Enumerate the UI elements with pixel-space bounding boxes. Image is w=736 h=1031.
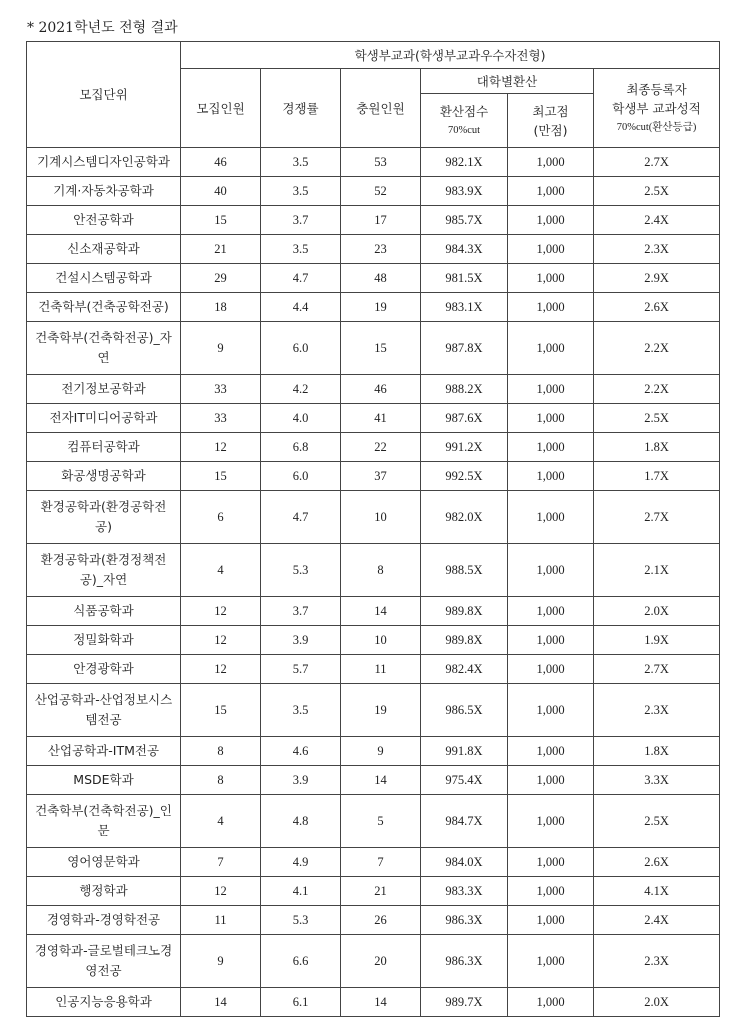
max-cell: 1,000 (508, 906, 594, 935)
score-cell: 987.6X (421, 404, 508, 433)
score-cell: 981.5X (421, 264, 508, 293)
grade-cell: 2.7X (594, 491, 720, 544)
header-max-sub: (만점) (533, 122, 568, 138)
dept-cell: 인공지능응용학과 (27, 988, 181, 1017)
score-cell: 984.7X (421, 795, 508, 848)
grade-cell: 2.7X (594, 148, 720, 177)
grade-cell: 2.5X (594, 404, 720, 433)
ratio-cell: 4.4 (261, 293, 341, 322)
score-cell: 983.9X (421, 177, 508, 206)
table-row (27, 206, 720, 235)
filled-cell: 26 (341, 906, 421, 935)
dept-cell: 건축학부(건축학전공)_인문 (27, 795, 181, 848)
grade-cell: 1.8X (594, 433, 720, 462)
max-cell: 1,000 (508, 597, 594, 626)
grade-cell: 2.0X (594, 988, 720, 1017)
header-ratio: 경쟁률 (261, 69, 341, 148)
ratio-cell: 3.5 (261, 148, 341, 177)
header-final-line2: 학생부 교과성적 (612, 100, 701, 116)
ratio-cell: 3.9 (261, 626, 341, 655)
header-final (594, 69, 720, 148)
max-cell: 1,000 (508, 264, 594, 293)
table-row (27, 988, 720, 1017)
filled-cell: 10 (341, 626, 421, 655)
max-cell: 1,000 (508, 235, 594, 264)
ratio-cell: 3.7 (261, 206, 341, 235)
header-final-sub: 70%cut(환산등급) (616, 121, 697, 133)
max-cell: 1,000 (508, 433, 594, 462)
score-cell: 986.3X (421, 906, 508, 935)
filled-cell: 21 (341, 877, 421, 906)
dept-cell: 전자IT미디어공학과 (27, 404, 181, 433)
score-cell: 985.7X (421, 206, 508, 235)
filled-cell: 17 (341, 206, 421, 235)
filled-cell: 8 (341, 544, 421, 597)
grade-cell: 2.1X (594, 544, 720, 597)
max-cell: 1,000 (508, 684, 594, 737)
dept-cell: 건축학부(건축공학전공) (27, 293, 181, 322)
grade-cell: 2.5X (594, 795, 720, 848)
table-row (27, 766, 720, 795)
ratio-cell: 4.0 (261, 404, 341, 433)
max-cell: 1,000 (508, 848, 594, 877)
table-row (27, 264, 720, 293)
grade-cell: 2.0X (594, 597, 720, 626)
max-cell: 1,000 (508, 491, 594, 544)
dept-cell: 경영학과-글로벌테크노경영전공 (27, 935, 181, 988)
table-row (27, 877, 720, 906)
admission-results-table (26, 41, 720, 1017)
filled-cell: 37 (341, 462, 421, 491)
dept-cell: 기계시스템디자인공학과 (27, 148, 181, 177)
header-score-sub: 70%cut (447, 124, 481, 136)
ratio-cell: 4.1 (261, 877, 341, 906)
header-group: 학생부교과(학생부교과우수자전형) (181, 42, 720, 69)
ratio-cell: 4.7 (261, 264, 341, 293)
ratio-cell: 4.2 (261, 375, 341, 404)
filled-cell: 19 (341, 684, 421, 737)
max-cell: 1,000 (508, 544, 594, 597)
ratio-cell: 6.0 (261, 322, 341, 375)
recruit-cell: 9 (181, 322, 261, 375)
table-row (27, 737, 720, 766)
table-row (27, 848, 720, 877)
grade-cell: 2.2X (594, 322, 720, 375)
table-row (27, 177, 720, 206)
recruit-cell: 29 (181, 264, 261, 293)
recruit-cell: 7 (181, 848, 261, 877)
dept-cell: 안경광학과 (27, 655, 181, 684)
max-cell: 1,000 (508, 877, 594, 906)
score-cell: 986.5X (421, 684, 508, 737)
grade-cell: 2.2X (594, 375, 720, 404)
dept-cell: 산업공학과-ITM전공 (27, 737, 181, 766)
max-cell: 1,000 (508, 988, 594, 1017)
dept-cell: 경영학과-경영학전공 (27, 906, 181, 935)
score-cell: 982.4X (421, 655, 508, 684)
ratio-cell: 3.9 (261, 766, 341, 795)
dept-cell: 안전공학과 (27, 206, 181, 235)
ratio-cell: 3.5 (261, 177, 341, 206)
recruit-cell: 18 (181, 293, 261, 322)
score-cell: 989.8X (421, 597, 508, 626)
max-cell: 1,000 (508, 462, 594, 491)
recruit-cell: 40 (181, 177, 261, 206)
max-cell: 1,000 (508, 177, 594, 206)
filled-cell: 5 (341, 795, 421, 848)
ratio-cell: 4.9 (261, 848, 341, 877)
filled-cell: 7 (341, 848, 421, 877)
grade-cell: 2.6X (594, 293, 720, 322)
recruit-cell: 15 (181, 462, 261, 491)
dept-cell: 기계·자동차공학과 (27, 177, 181, 206)
filled-cell: 14 (341, 597, 421, 626)
table-row (27, 293, 720, 322)
dept-cell: 화공생명공학과 (27, 462, 181, 491)
filled-cell: 22 (341, 433, 421, 462)
grade-cell: 1.7X (594, 462, 720, 491)
score-cell: 989.8X (421, 626, 508, 655)
grade-cell: 2.7X (594, 655, 720, 684)
dept-cell: 건설시스템공학과 (27, 264, 181, 293)
max-cell: 1,000 (508, 766, 594, 795)
table-row (27, 404, 720, 433)
table-row (27, 375, 720, 404)
grade-cell: 2.3X (594, 935, 720, 988)
ratio-cell: 5.3 (261, 906, 341, 935)
dept-cell: 식품공학과 (27, 597, 181, 626)
grade-cell: 2.6X (594, 848, 720, 877)
score-cell: 992.5X (421, 462, 508, 491)
recruit-cell: 12 (181, 626, 261, 655)
header-final-line1: 최종등록자 (626, 81, 687, 97)
ratio-cell: 3.5 (261, 235, 341, 264)
header-recruit: 모집인원 (181, 69, 261, 148)
table-row (27, 795, 720, 848)
score-cell: 982.0X (421, 491, 508, 544)
score-cell: 989.7X (421, 988, 508, 1017)
max-cell: 1,000 (508, 655, 594, 684)
score-cell: 975.4X (421, 766, 508, 795)
score-cell: 984.0X (421, 848, 508, 877)
dept-cell: 환경공학과(환경정책전공)_자연 (27, 544, 181, 597)
filled-cell: 15 (341, 322, 421, 375)
score-cell: 982.1X (421, 148, 508, 177)
table-row (27, 148, 720, 177)
dept-cell: 전기정보공학과 (27, 375, 181, 404)
recruit-cell: 15 (181, 684, 261, 737)
filled-cell: 14 (341, 988, 421, 1017)
max-cell: 1,000 (508, 148, 594, 177)
header-unit: 모집단위 (27, 42, 181, 148)
header-max-label: 최고점 (532, 103, 569, 119)
table-body (27, 148, 720, 1017)
filled-cell: 9 (341, 737, 421, 766)
score-cell: 987.8X (421, 322, 508, 375)
grade-cell: 4.1X (594, 877, 720, 906)
recruit-cell: 46 (181, 148, 261, 177)
recruit-cell: 11 (181, 906, 261, 935)
table-row (27, 491, 720, 544)
filled-cell: 23 (341, 235, 421, 264)
table-caption: * 2021학년도 전형 결과 (27, 20, 178, 36)
grade-cell: 2.3X (594, 684, 720, 737)
ratio-cell: 6.6 (261, 935, 341, 988)
filled-cell: 52 (341, 177, 421, 206)
ratio-cell: 4.7 (261, 491, 341, 544)
ratio-cell: 5.7 (261, 655, 341, 684)
table-row (27, 235, 720, 264)
dept-cell: 컴퓨터공학과 (27, 433, 181, 462)
ratio-cell: 3.5 (261, 684, 341, 737)
filled-cell: 10 (341, 491, 421, 544)
grade-cell: 2.4X (594, 906, 720, 935)
ratio-cell: 4.8 (261, 795, 341, 848)
table-row (27, 626, 720, 655)
score-cell: 984.3X (421, 235, 508, 264)
filled-cell: 20 (341, 935, 421, 988)
header-conversion: 대학별환산 (421, 69, 594, 94)
filled-cell: 41 (341, 404, 421, 433)
recruit-cell: 12 (181, 877, 261, 906)
table-row (27, 462, 720, 491)
filled-cell: 46 (341, 375, 421, 404)
ratio-cell: 6.1 (261, 988, 341, 1017)
score-cell: 988.2X (421, 375, 508, 404)
recruit-cell: 33 (181, 404, 261, 433)
score-cell: 991.2X (421, 433, 508, 462)
recruit-cell: 9 (181, 935, 261, 988)
table-row (27, 906, 720, 935)
recruit-cell: 8 (181, 737, 261, 766)
table-row (27, 684, 720, 737)
filled-cell: 53 (341, 148, 421, 177)
filled-cell: 48 (341, 264, 421, 293)
table-row (27, 433, 720, 462)
recruit-cell: 6 (181, 491, 261, 544)
table-row (27, 322, 720, 375)
ratio-cell: 5.3 (261, 544, 341, 597)
score-cell: 983.1X (421, 293, 508, 322)
grade-cell: 1.9X (594, 626, 720, 655)
max-cell: 1,000 (508, 206, 594, 235)
dept-cell: 정밀화학과 (27, 626, 181, 655)
recruit-cell: 33 (181, 375, 261, 404)
max-cell: 1,000 (508, 375, 594, 404)
filled-cell: 14 (341, 766, 421, 795)
table-row (27, 935, 720, 988)
recruit-cell: 4 (181, 544, 261, 597)
recruit-cell: 4 (181, 795, 261, 848)
dept-cell: 신소재공학과 (27, 235, 181, 264)
max-cell: 1,000 (508, 293, 594, 322)
dept-cell: 영어영문학과 (27, 848, 181, 877)
grade-cell: 2.4X (594, 206, 720, 235)
recruit-cell: 12 (181, 655, 261, 684)
ratio-cell: 4.6 (261, 737, 341, 766)
recruit-cell: 14 (181, 988, 261, 1017)
header-score (421, 94, 508, 148)
dept-cell: 건축학부(건축학전공)_자연 (27, 322, 181, 375)
header-max (508, 94, 594, 148)
score-cell: 988.5X (421, 544, 508, 597)
recruit-cell: 8 (181, 766, 261, 795)
dept-cell: MSDE학과 (27, 766, 181, 795)
recruit-cell: 15 (181, 206, 261, 235)
score-cell: 983.3X (421, 877, 508, 906)
max-cell: 1,000 (508, 404, 594, 433)
filled-cell: 19 (341, 293, 421, 322)
dept-cell: 산업공학과-산업정보시스템전공 (27, 684, 181, 737)
max-cell: 1,000 (508, 626, 594, 655)
max-cell: 1,000 (508, 737, 594, 766)
max-cell: 1,000 (508, 795, 594, 848)
score-cell: 986.3X (421, 935, 508, 988)
grade-cell: 3.3X (594, 766, 720, 795)
grade-cell: 2.3X (594, 235, 720, 264)
table-row (27, 655, 720, 684)
ratio-cell: 3.7 (261, 597, 341, 626)
grade-cell: 2.5X (594, 177, 720, 206)
recruit-cell: 21 (181, 235, 261, 264)
max-cell: 1,000 (508, 935, 594, 988)
grade-cell: 2.9X (594, 264, 720, 293)
ratio-cell: 6.0 (261, 462, 341, 491)
dept-cell: 행정학과 (27, 877, 181, 906)
header-score-label: 환산점수 (439, 103, 489, 119)
ratio-cell: 6.8 (261, 433, 341, 462)
grade-cell: 1.8X (594, 737, 720, 766)
table-row (27, 597, 720, 626)
recruit-cell: 12 (181, 433, 261, 462)
score-cell: 991.8X (421, 737, 508, 766)
filled-cell: 11 (341, 655, 421, 684)
header-filled: 충원인원 (341, 69, 421, 148)
table-row (27, 544, 720, 597)
max-cell: 1,000 (508, 322, 594, 375)
dept-cell: 환경공학과(환경공학전공) (27, 491, 181, 544)
recruit-cell: 12 (181, 597, 261, 626)
